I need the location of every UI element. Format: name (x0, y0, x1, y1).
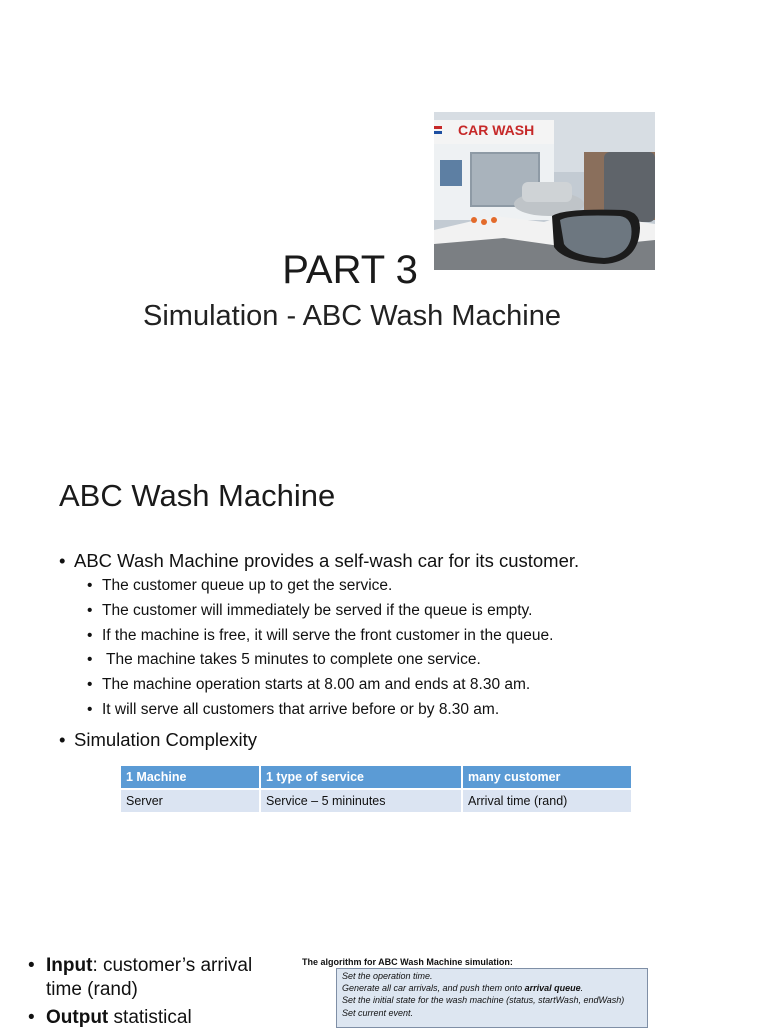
output-bullet (28, 1006, 288, 1030)
io-slide (0, 870, 768, 1028)
bullet-main: • ABC Wash Machine provides a self-wash car for its customer. (59, 548, 739, 574)
bullet-list (59, 548, 739, 753)
sub-bullet: • The customer queue up to get the service. (59, 574, 739, 599)
car-wash-image (434, 112, 655, 270)
input-text: : customer’s arrival time (rand) (46, 955, 253, 1000)
algorithm-box (336, 968, 648, 1028)
table-cell: Service – 5 mininutes (260, 789, 462, 812)
complexity-table (121, 766, 631, 812)
table-cell: Arrival time (rand) (462, 789, 631, 812)
content-slide (0, 430, 768, 870)
algorithm-line: Set current event. (342, 1007, 414, 1018)
input-label: Input (46, 955, 93, 976)
table-cell: Server (121, 789, 260, 812)
sub-bullet: • The machine operation starts at 8.00 am and ends at 8.30 am. (59, 673, 739, 698)
table-row (121, 789, 631, 812)
algorithm-line: Set the initial state for the wash machine (status, startWash, endWash) (342, 995, 625, 1006)
sub-bullet: • The customer will immediately be served if the queue is empty. (59, 599, 739, 624)
sub-bullet: • The machine takes 5 minutes to complete one service. (59, 648, 739, 673)
algorithm-text: . (580, 983, 584, 994)
algorithm-line (342, 982, 642, 994)
table-header-cell: 1 type of service (260, 766, 462, 789)
bullet-complexity: • Simulation Complexity (59, 727, 739, 753)
io-bullets (28, 954, 288, 1030)
part-subtitle: Simulation - ABC Wash Machine (143, 300, 561, 332)
algorithm-emphasis: arrival queue (524, 983, 581, 994)
car-wash-sign: CAR WASH (458, 122, 535, 138)
sub-bullet: • It will serve all customers that arrive before or by 8.30 am. (59, 698, 739, 723)
sub-bullet: • If the machine is free, it will serve the front customer in the queue. (59, 624, 739, 649)
table-header-row (121, 766, 631, 789)
title-slide (0, 0, 768, 430)
table-header-cell: many customer (462, 766, 631, 789)
slide-title: ABC Wash Machine (59, 478, 336, 513)
algorithm-line: Set the operation time. (342, 971, 433, 981)
output-text: statistical (108, 1007, 192, 1028)
table-header-cell: 1 Machine (121, 766, 260, 789)
part-title: PART 3 (282, 248, 418, 292)
algorithm-title: The algorithm for ABC Wash Machine simulation: (302, 957, 513, 967)
output-label: Output (46, 1007, 109, 1028)
algorithm-text: Generate all car arrivals, and push them onto (342, 983, 525, 994)
car-wash-photo (434, 112, 655, 270)
input-bullet (28, 954, 288, 1002)
